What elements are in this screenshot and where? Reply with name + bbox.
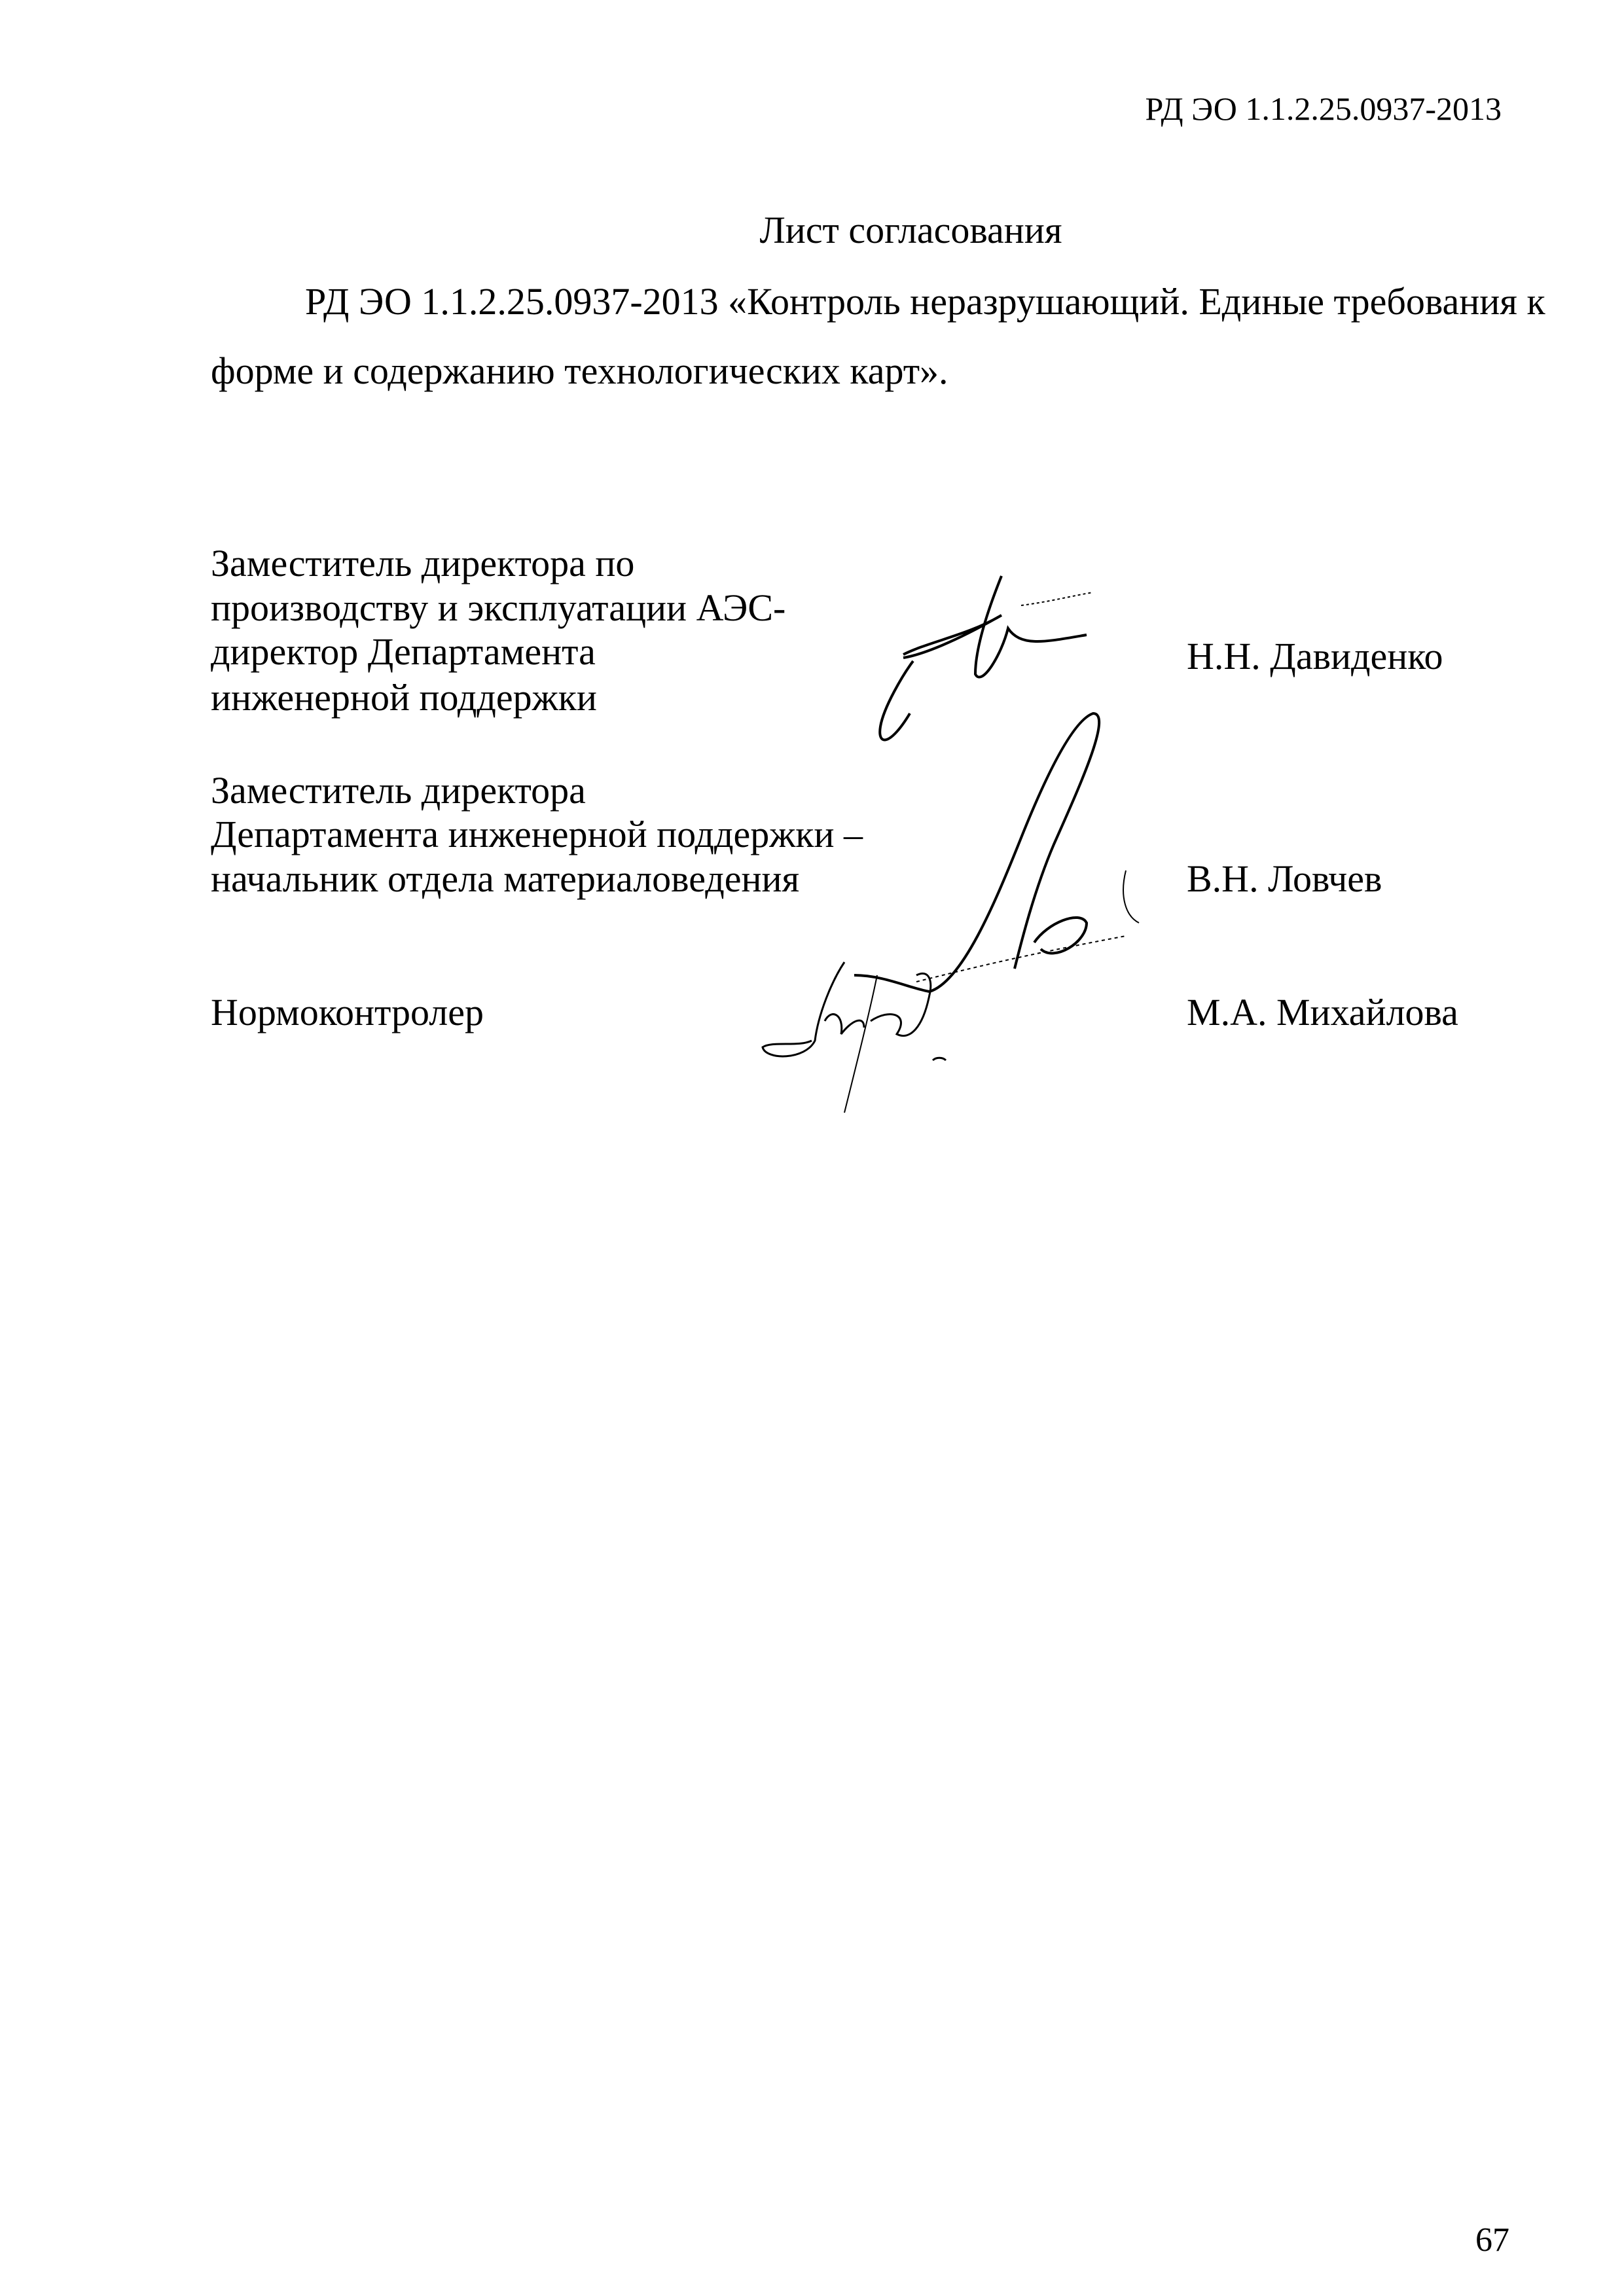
approver-1-name: Н.Н. Давиденко [1187,635,1443,677]
signature-lovchev [854,713,1139,992]
subject-line-2: форме и содержанию технологических карт». [211,350,948,392]
subject-line-1: РД ЭО 1.1.2.25.0937-2013 «Контроль неразрушающий. Единые требования к [305,280,1545,323]
approver-3-name: М.А. Михайлова [1187,991,1458,1033]
approver-2-role-line-3: начальник отдела материаловедения [211,857,800,900]
approver-3-role: Нормоконтролер [211,991,484,1033]
approver-1-role-line-1: Заместитель директора по [211,542,635,584]
approver-2-name: В.Н. Ловчев [1187,857,1382,900]
approver-1-role-line-3: директор Департамента [211,630,596,673]
signature-mikhaylova [763,962,946,1113]
approver-1-role-line-2: производству и эксплуатации АЭС- [211,586,786,629]
page-number: 67 [1475,2221,1509,2259]
approver-2-role-line-2: Департамента инженерной поддержки – [211,813,863,855]
signature-davidenko [880,576,1093,740]
approver-2-role-line-1: Заместитель директора [211,769,586,812]
document-code-header: РД ЭО 1.1.2.25.0937-2013 [1145,90,1502,127]
page-title: Лист согласования [759,209,1062,251]
approver-1-role-line-4: инженерной поддержки [211,676,597,719]
